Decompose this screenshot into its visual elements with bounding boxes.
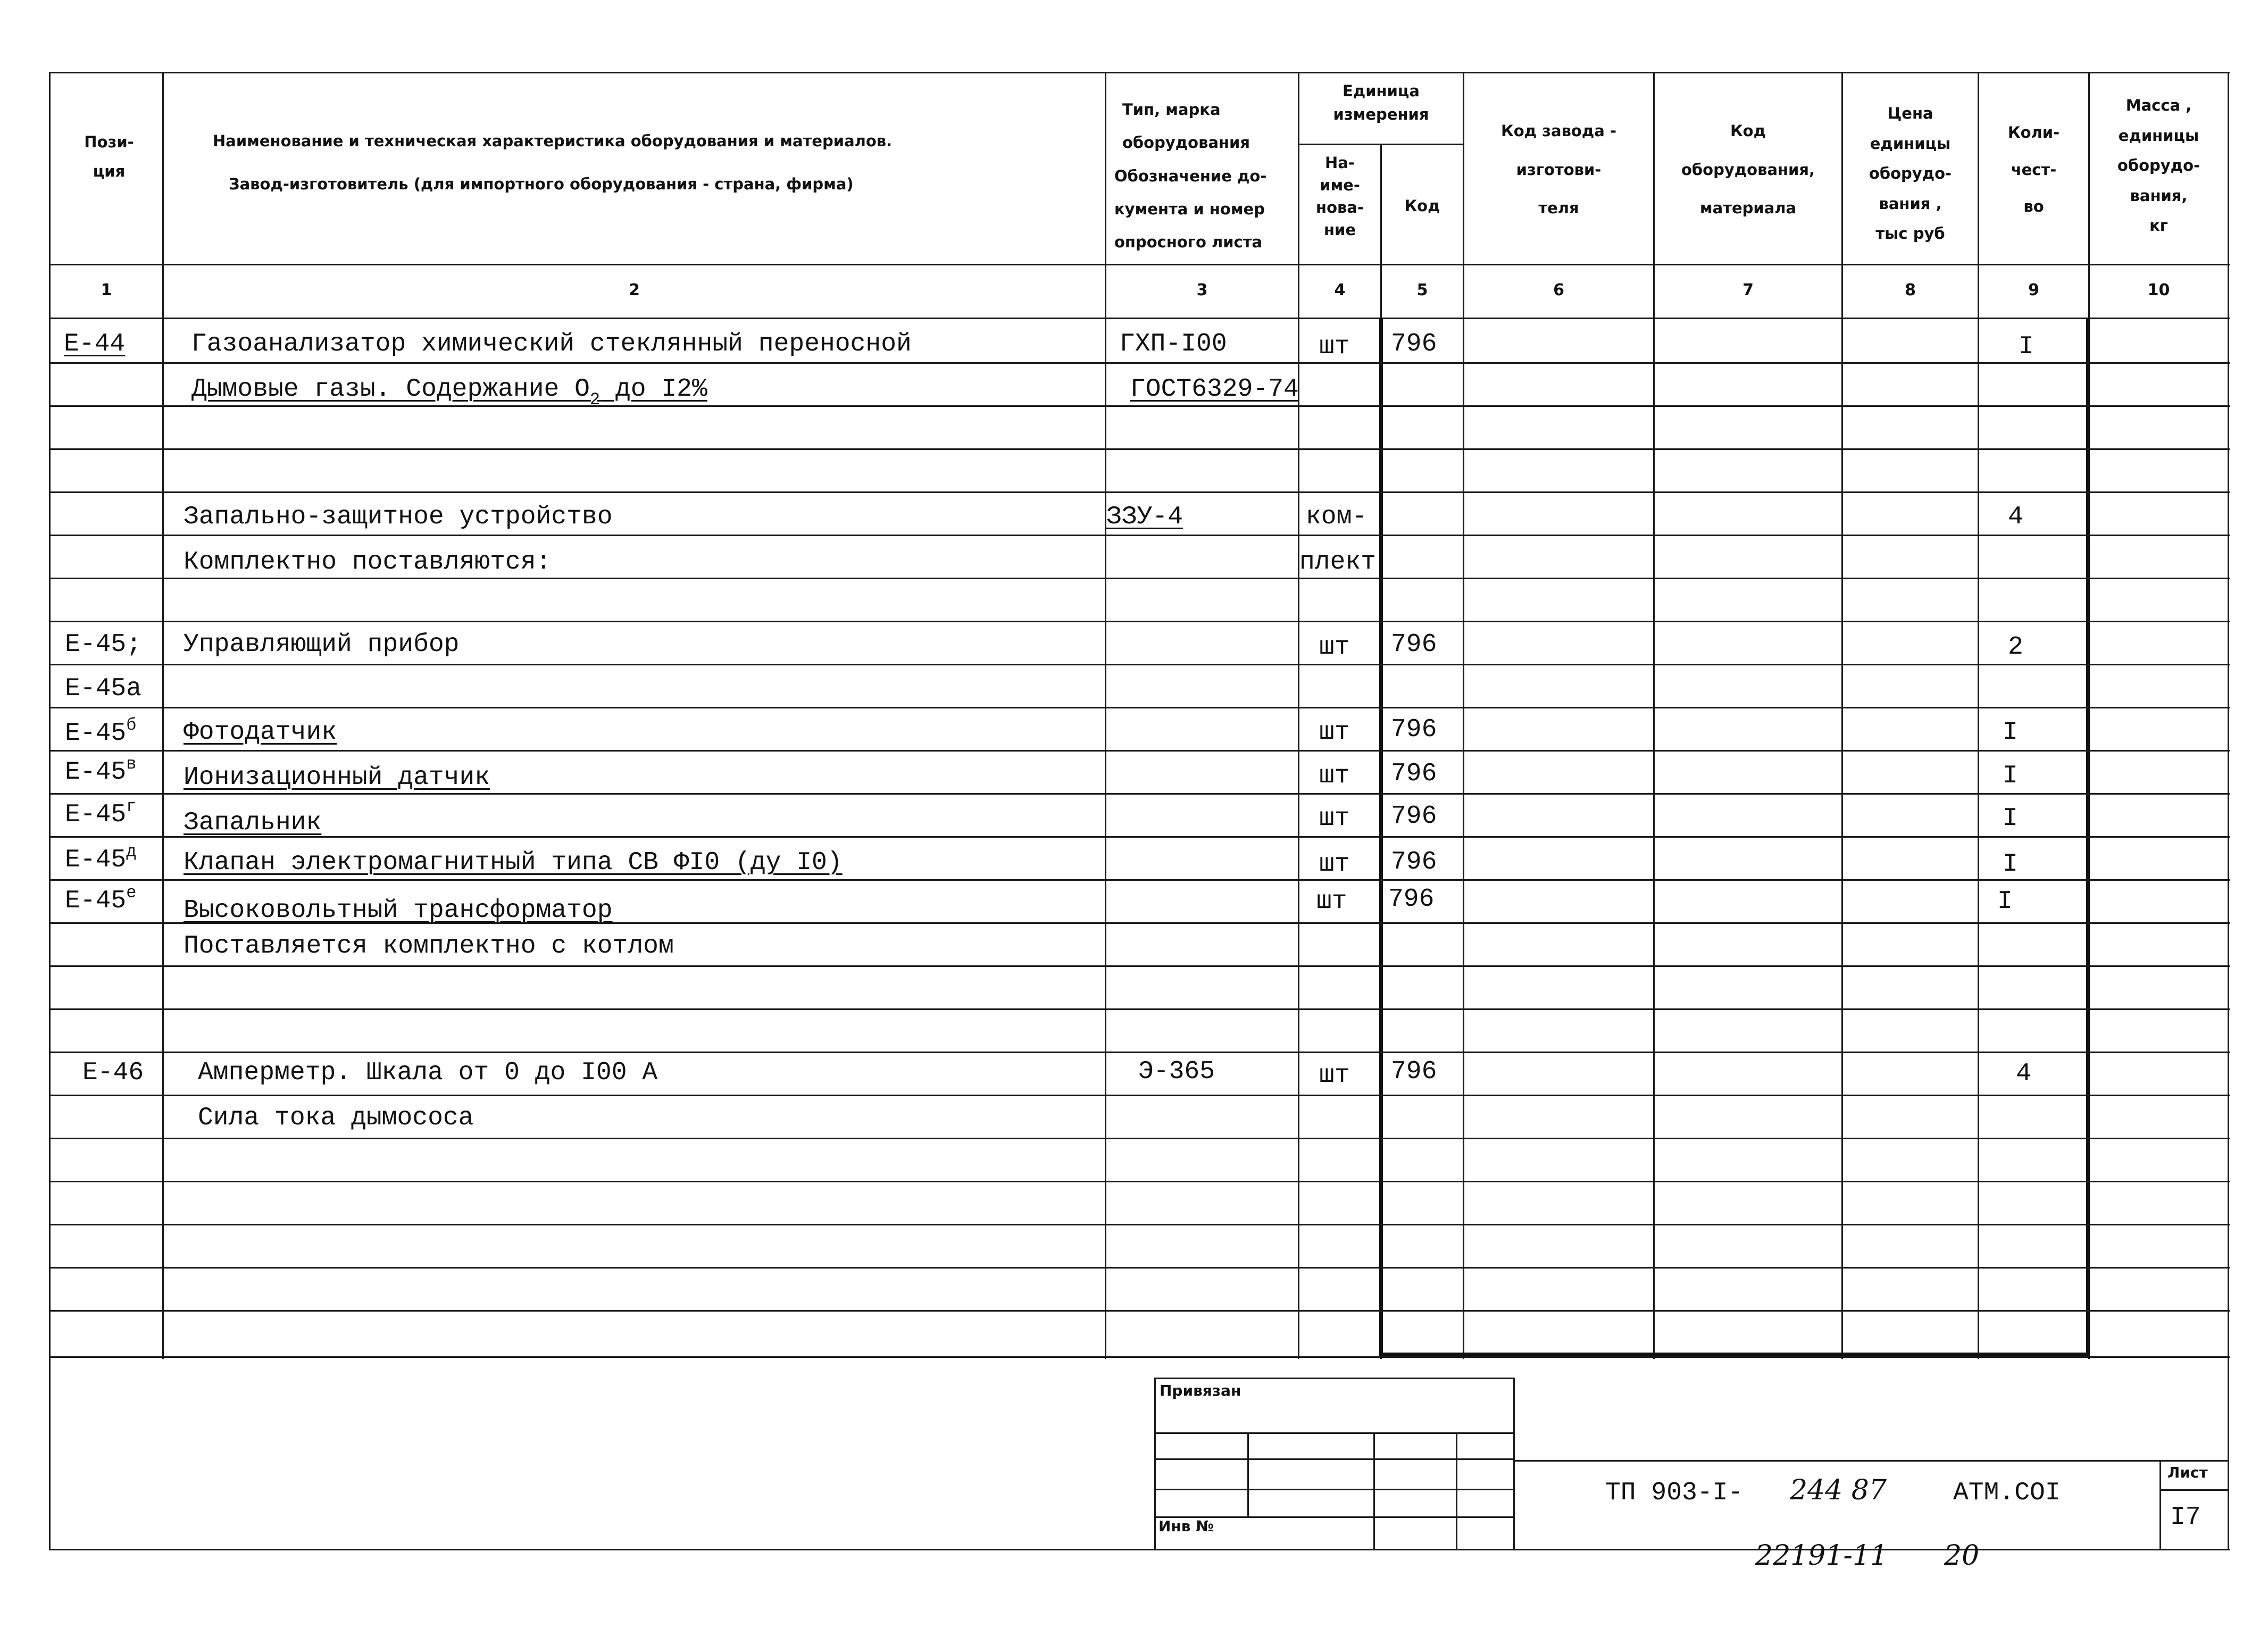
row-e45-position: Е-45; xyxy=(65,630,142,659)
row-e45g-quantity: I xyxy=(2003,804,2018,833)
header-position: Пози- ция xyxy=(84,133,134,181)
row-e45-name: Управляющий прибор xyxy=(184,630,460,659)
col-number-3: 3 xyxy=(1196,281,1208,299)
row-e44-note: Дымовые газы. Содержание $O_2$ до I2% xyxy=(191,375,707,410)
row-e45e-unit: шт xyxy=(1316,887,1347,916)
stamp-box-divider xyxy=(1373,1432,1375,1550)
row-e46-code: 796 xyxy=(1391,1057,1437,1086)
row-e46-unit: шт xyxy=(1319,1061,1350,1090)
col-line-2 xyxy=(1105,72,1106,1359)
row-e45e-position: $Е-45^е$ xyxy=(65,883,137,916)
col-number-2: 2 xyxy=(629,281,640,299)
col-number-8: 8 xyxy=(1905,281,1916,299)
row-zzu-unit-cont: плект xyxy=(1299,548,1377,577)
col-number-6: 6 xyxy=(1553,281,1564,299)
row-e45b-code: 796 xyxy=(1391,715,1437,744)
row-line xyxy=(49,621,2230,622)
row-line xyxy=(49,1310,2230,1312)
row-e44-position: Е-44 xyxy=(64,330,126,358)
row-zzu-unit: ком- xyxy=(1306,503,1368,531)
sheet-box-divider xyxy=(2159,1489,2229,1491)
row-line xyxy=(49,793,2230,795)
row-e45d-code: 796 xyxy=(1391,848,1437,877)
row-e45e-code: 796 xyxy=(1388,885,1435,914)
row-e45-unit: шт xyxy=(1319,633,1350,662)
header-unit-name: На- име- нова- ние xyxy=(1316,154,1364,239)
row-e45-quantity: 2 xyxy=(2008,633,2023,662)
row-e45-code: 796 xyxy=(1391,630,1437,659)
row-line xyxy=(49,750,2230,752)
stamp-box-right xyxy=(1513,1378,1515,1550)
row-e45e-quantity: I xyxy=(1997,887,2013,916)
stamp-box-top xyxy=(1154,1378,1515,1379)
row-line xyxy=(49,1008,2230,1010)
row-e45b-unit: шт xyxy=(1319,718,1350,747)
row-e45v-position: $Е-45^в$ xyxy=(65,754,137,787)
row-e45-supply-note: Поставляется комплектно с котлом xyxy=(184,932,674,961)
col-number-9: 9 xyxy=(2028,281,2039,299)
row-zzu-name: Запально-защитное устройство xyxy=(184,503,613,531)
header-price: Цена единицы оборудо- вания , тыс руб xyxy=(1869,104,1952,243)
doc-mark: АТМ.СОI xyxy=(1953,1479,2061,1507)
row-line xyxy=(49,836,2230,838)
stamp-privyazan-label: Привязан xyxy=(1160,1382,1241,1399)
row-e45g-name: Запальник xyxy=(184,808,322,837)
row-line xyxy=(49,1095,2230,1096)
numbers-bottom xyxy=(49,318,2230,319)
header-equipment-code: Код оборудования, материала xyxy=(1681,122,1815,217)
row-line xyxy=(49,491,2230,493)
row-line xyxy=(49,1267,2230,1269)
doc-number-prefix: ТП 903-I- xyxy=(1605,1479,1744,1507)
col-line-8 xyxy=(1978,72,1979,1359)
header-name: Наименование и техническая характеристика оборудования и материалов. Завод-изготовитель (для импортного оборудования - страна, фирма) xyxy=(213,132,893,194)
stamp-box-line xyxy=(1154,1432,1515,1434)
col-line-7 xyxy=(1841,72,1843,1359)
col-number-10: 10 xyxy=(2147,281,2170,299)
row-e46-position: Е-46 xyxy=(82,1058,144,1087)
stamp-box-divider xyxy=(1247,1432,1249,1516)
header-unit-group: Единица измерения xyxy=(1333,82,1429,123)
row-e46-quantity: 4 xyxy=(2016,1059,2031,1088)
row-e45a-position: Е-45а xyxy=(65,674,142,703)
docnum-top xyxy=(1515,1460,2228,1462)
thick-bottom xyxy=(1379,1353,2090,1356)
frame-top xyxy=(49,72,2230,73)
header-quantity: Коли- чест- во xyxy=(2007,123,2060,216)
row-zzu-type: ЗЗУ-4 xyxy=(1106,503,1183,531)
row-e45d-quantity: I xyxy=(2003,850,2018,879)
row-line xyxy=(49,448,2230,450)
stamp-box-divider xyxy=(1456,1432,1457,1550)
row-line xyxy=(49,664,2230,665)
row-e45v-name: Ионизационный датчик xyxy=(184,763,490,792)
col-line-3 xyxy=(1298,72,1299,1359)
col-line-6 xyxy=(1653,72,1655,1359)
row-line xyxy=(49,1224,2230,1225)
row-line xyxy=(49,707,2230,708)
row-line xyxy=(49,1138,2230,1139)
row-e44-standard: ГОСТ6329-74 xyxy=(1130,375,1299,404)
row-e46-type: Э-365 xyxy=(1138,1057,1215,1086)
row-line xyxy=(49,879,2230,881)
stamp-box-left xyxy=(1154,1378,1156,1550)
frame-bottom xyxy=(49,1549,2230,1550)
row-line xyxy=(49,965,2230,967)
row-e45v-unit: шт xyxy=(1319,762,1350,790)
col-number-7: 7 xyxy=(1742,281,1754,299)
frame-right xyxy=(2228,72,2229,1550)
col-line-5 xyxy=(1463,72,1464,1359)
row-e45g-position: $Е-45^г$ xyxy=(65,797,137,830)
row-zzu-quantity: 4 xyxy=(2008,503,2023,531)
row-e45v-code: 796 xyxy=(1391,760,1437,788)
row-line xyxy=(49,1181,2230,1182)
sheet-box-left xyxy=(2159,1460,2161,1550)
row-e45g-unit: шт xyxy=(1319,804,1350,833)
row-e45e-name: Высоковольтный трансформатор xyxy=(184,896,613,925)
row-e46-name: Амперметр. Шкала от 0 до I00 А xyxy=(198,1058,658,1087)
archive-number: 22191-11 xyxy=(1755,1540,1888,1572)
row-e44-code: 796 xyxy=(1391,330,1437,358)
sheet-number: I7 xyxy=(2170,1503,2201,1532)
row-e44-quantity: I xyxy=(2019,332,2034,361)
row-e45d-unit: шт xyxy=(1319,850,1350,879)
row-line xyxy=(49,362,2230,364)
row-line xyxy=(49,578,2230,579)
row-e45b-name: Фотодатчик xyxy=(184,718,337,747)
col-number-5: 5 xyxy=(1416,281,1428,299)
col-number-1: 1 xyxy=(101,281,112,299)
header-type: Тип, марка оборудования Обозначение до- кумента и номер опросного листа xyxy=(1114,101,1267,252)
row-e45b-position: $Е-45^б$ xyxy=(65,715,137,748)
row-e44-unit: шт xyxy=(1319,332,1350,361)
header-unit-code: Код xyxy=(1404,197,1440,215)
row-e45g-code: 796 xyxy=(1391,802,1437,831)
row-line xyxy=(49,1052,2230,1053)
row-e45v-quantity: I xyxy=(2003,762,2018,790)
row-e46-note: Сила тока дымососа xyxy=(198,1104,474,1132)
row-zzu-supply-note: Комплектно поставляются: xyxy=(184,548,552,577)
header-plant-code: Код завода - изготови- теля xyxy=(1501,122,1616,217)
header-mass: Масса , единицы оборудо- вания, кг xyxy=(2117,96,2200,235)
stamp-inv-label: Инв № xyxy=(1158,1517,1214,1535)
header-bottom xyxy=(49,264,2230,265)
row-line xyxy=(49,535,2230,536)
sheet-label: Лист xyxy=(2167,1464,2208,1481)
stamp-box-line xyxy=(1154,1489,1515,1490)
row-e45d-position: $Е-45^д$ xyxy=(65,842,137,875)
archive-page: 20 xyxy=(1944,1540,1980,1572)
row-e44-name: Газоанализатор химический стеклянный переносной xyxy=(191,330,912,358)
row-e45d-name: Клапан электромагнитный типа СВ ФI0 (ду I0) xyxy=(184,848,843,877)
col-number-4: 4 xyxy=(1334,281,1346,299)
col-line-1 xyxy=(162,72,164,1359)
doc-number-handwritten: 244 87 xyxy=(1790,1474,1887,1506)
table-bottom xyxy=(49,1356,2230,1358)
row-e44-type: ГХП-I00 xyxy=(1120,330,1227,358)
row-e45b-quantity: I xyxy=(2003,718,2018,747)
stamp-box-line xyxy=(1154,1458,1515,1460)
